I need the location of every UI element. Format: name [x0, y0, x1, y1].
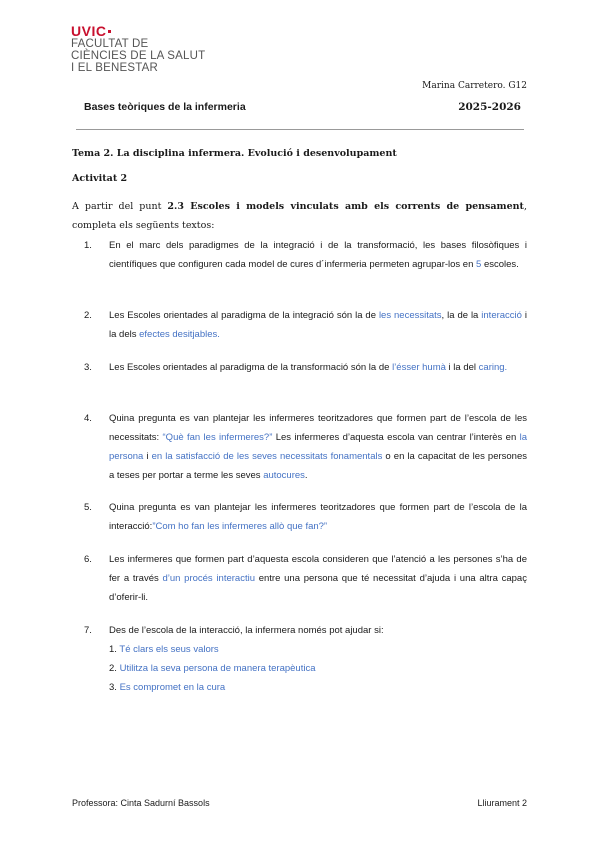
logo-mark-icon — [108, 30, 111, 33]
question-number: 3. — [84, 362, 92, 373]
question-text: Les infermeres que formen part d’aquesta escola consideren que l’atenció a les persones s’ha de fer a través — [109, 554, 527, 584]
question-text: En el marc dels paradigmes de la integració i de la transformació, les bases filosòfiques i científiques que configuren cada model de cures d´infermeria permeten agrupar-los en — [109, 240, 527, 270]
header-divider — [76, 129, 524, 130]
author-name: Marina Carretero. G12 — [422, 81, 527, 91]
logo-line-3: I EL BENESTAR — [71, 62, 158, 74]
answer-text: ”Com ho fan les infermeres allò que fan?” — [152, 521, 328, 532]
question-text: , la de la — [441, 310, 482, 321]
answer-text: Té clars els seus valors — [119, 644, 219, 655]
footer-delivery: Lliurament 2 — [477, 798, 527, 808]
question-7 — [84, 621, 527, 640]
logo-line-2: CIÈNCIES DE LA SALUT — [71, 50, 206, 62]
academic-year: 2025-2026 — [458, 101, 521, 113]
question-text: o en la capacitat de les persones a teses per portar a terme les seves — [109, 451, 527, 481]
answer-7-item-3 — [109, 678, 225, 697]
question-text: escoles. — [481, 259, 519, 270]
answer-text: en la satisfacció de les seves necessitats fonamentals — [151, 451, 383, 462]
answer-text: autocures — [263, 470, 305, 481]
question-5 — [84, 498, 527, 536]
question-text: . — [304, 470, 308, 481]
question-number: 7. — [84, 625, 92, 636]
answer-text: efectes desitjables. — [139, 329, 220, 340]
question-6 — [84, 550, 527, 607]
question-1 — [84, 236, 527, 274]
answer-text: 5 — [476, 259, 482, 270]
answer-7-item-1 — [109, 640, 219, 659]
intro-post: , completa els següents textos: — [72, 201, 527, 231]
question-number: 4. — [84, 413, 92, 424]
question-text: i la del — [445, 362, 479, 373]
question-number: 5. — [84, 502, 92, 513]
course-title: Bases teòriques de la infermeria — [84, 101, 246, 113]
university-logo — [71, 24, 205, 74]
question-text: Les Escoles orientades al paradigma de la integració són la de — [109, 310, 379, 321]
question-text: Des de l’escola de la interacció, la infermera només pot ajudar si: — [109, 625, 384, 636]
answer-text: Utilitza la seva persona de manera terapèutica — [119, 663, 316, 674]
question-number: 1. — [84, 240, 92, 251]
answer-number: 2. — [109, 663, 117, 674]
intro-paragraph — [72, 197, 527, 235]
question-text: Les Escoles orientades al paradigma de la transformació són la de — [109, 362, 393, 373]
answer-text: les necessitats — [378, 310, 442, 321]
question-text: Quina pregunta es van plantejar les infermeres teoritzadores que formen part de l’escola de les necessitats: — [109, 413, 527, 443]
answer-text: “Què fan les infermeres?” — [162, 432, 273, 443]
footer-professor: Professora: Cinta Sadurní Bassols — [72, 798, 210, 808]
question-number: 2. — [84, 310, 92, 321]
answer-7-item-2 — [109, 659, 316, 678]
intro-pre: A partir del punt — [72, 201, 168, 212]
question-text: Quina pregunta es van plantejar les infermeres teoritzadores que formen part de l’escola de la interacció: — [109, 502, 527, 532]
question-text: Les infermeres d’aquesta escola van centrar l’interès en — [272, 432, 520, 443]
question-text: entre una persona que té necessitat d’ajuda i una altra capaç d’oferir-li. — [109, 573, 527, 603]
answer-text: interacció — [481, 310, 522, 321]
intro-bold: 2.3 Escoles i models vinculats amb els corrents de pensament — [167, 201, 524, 212]
answer-number: 3. — [109, 682, 117, 693]
logo-brand: UVIC — [71, 23, 107, 39]
answer-number: 1. — [109, 644, 117, 655]
answer-text: d’un procés interactiu — [162, 573, 255, 584]
question-text: i la dels — [109, 310, 527, 340]
answer-text: caring. — [478, 362, 508, 373]
activity-title: Activitat 2 — [72, 173, 128, 184]
question-4 — [84, 409, 527, 485]
question-number: 6. — [84, 554, 92, 565]
page-title: Tema 2. La disciplina infermera. Evolució i desenvolupament — [72, 148, 397, 159]
question-2 — [84, 306, 527, 344]
answer-text: l’ésser humà — [392, 362, 446, 373]
answer-text: Es compromet en la cura — [119, 682, 226, 693]
answer-text: la persona — [109, 432, 527, 462]
question-3 — [84, 358, 527, 377]
logo-line-1: FACULTAT DE — [71, 38, 149, 50]
question-text: i — [143, 451, 152, 462]
